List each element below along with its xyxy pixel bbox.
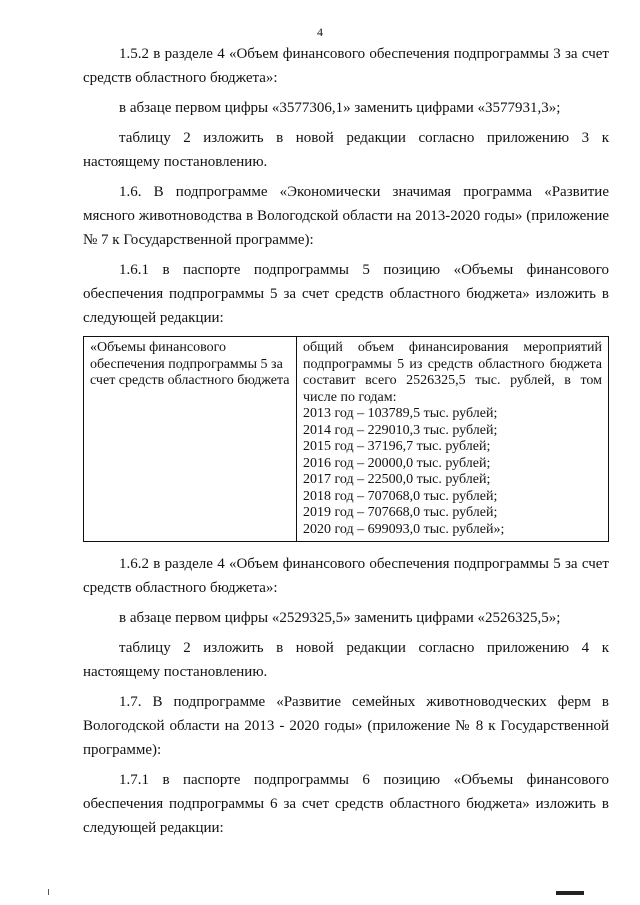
table-cell-position: «Объемы финансового обеспечения подпрограммы 5 за счет средств областного бюджета [84,337,297,542]
paragraph-1-6-1: 1.6.1 в паспорте подпрограммы 5 позицию «Объемы финансового обеспечения подпрограммы 5 за счет средств областного бюджета» изложить в следующей редакции: [83,262,609,326]
funding-table [83,336,609,542]
funding-year-2018: 2018 год – 707068,0 тыс. рублей; [303,488,498,504]
funding-year-2019: 2019 год – 707668,0 тыс. рублей; [303,505,498,520]
document-body [83,42,609,846]
paragraph-replace-digits-3: в абзаце первом цифры «3577306,1» заменить цифрами «3577931,3»; [119,100,561,116]
funding-year-2014: 2014 год – 229010,3 тыс. рублей; [303,422,498,438]
funding-year-2020: 2020 год – 699093,0 тыс. рублей»; [303,521,505,537]
table-row [84,337,609,542]
paragraph-1-5-2: 1.5.2 в разделе 4 «Объем финансового обеспечения подпрограммы 3 за счет средств областного бюджета»: [83,46,609,86]
paragraph-1-7-1: 1.7.1 в паспорте подпрограммы 6 позицию «Объемы финансового обеспечения подпрограммы 6 за счет средств областного бюджета» изложить в следующей редакции: [83,772,609,836]
funding-year-2013: 2013 год – 103789,5 тыс. рублей; [303,406,498,421]
paragraph-1-6-2: 1.6.2 в разделе 4 «Объем финансового обеспечения подпрограммы 5 за счет средств областного бюджета»: [83,556,609,596]
funding-year-2016: 2016 год – 20000,0 тыс. рублей; [303,455,491,471]
paragraph-table-2-appendix-4: таблицу 2 изложить в новой редакции согласно приложению 4 к настоящему постановлению. [83,640,609,680]
paragraph-table-2-appendix-3: таблицу 2 изложить в новой редакции согласно приложению 3 к настоящему постановлению. [83,130,609,170]
scan-mark-left [48,889,49,895]
scan-barcode-mark [556,891,584,895]
page-number: 4 [317,25,323,39]
paragraph-1-7: 1.7. В подпрограмме «Развитие семейных животноводческих ферм в Вологодской области на 2013 - 2020 годы» (приложение № 8 к Государственной программе): [83,694,609,758]
paragraph-replace-digits-5: в абзаце первом цифры «2529325,5» заменить цифрами «2526325,5»; [119,610,561,626]
funding-year-2015: 2015 год – 37196,7 тыс. рублей; [303,439,491,454]
paragraph-1-6: 1.6. В подпрограмме «Экономически значимая программа «Развитие мясного животноводства в Вологодской области на 2013-2020 годы» (приложение № 7 к Государственной программе): [83,184,609,248]
funding-year-2017: 2017 год – 22500,0 тыс. рублей; [303,472,491,487]
funding-intro: общий объем финансирования мероприятий подпрограммы 5 из средств областного бюджета составит всего 2526325,5 тыс. рублей, в том числе по годам: [303,340,602,405]
table-cell-funding [297,337,609,542]
